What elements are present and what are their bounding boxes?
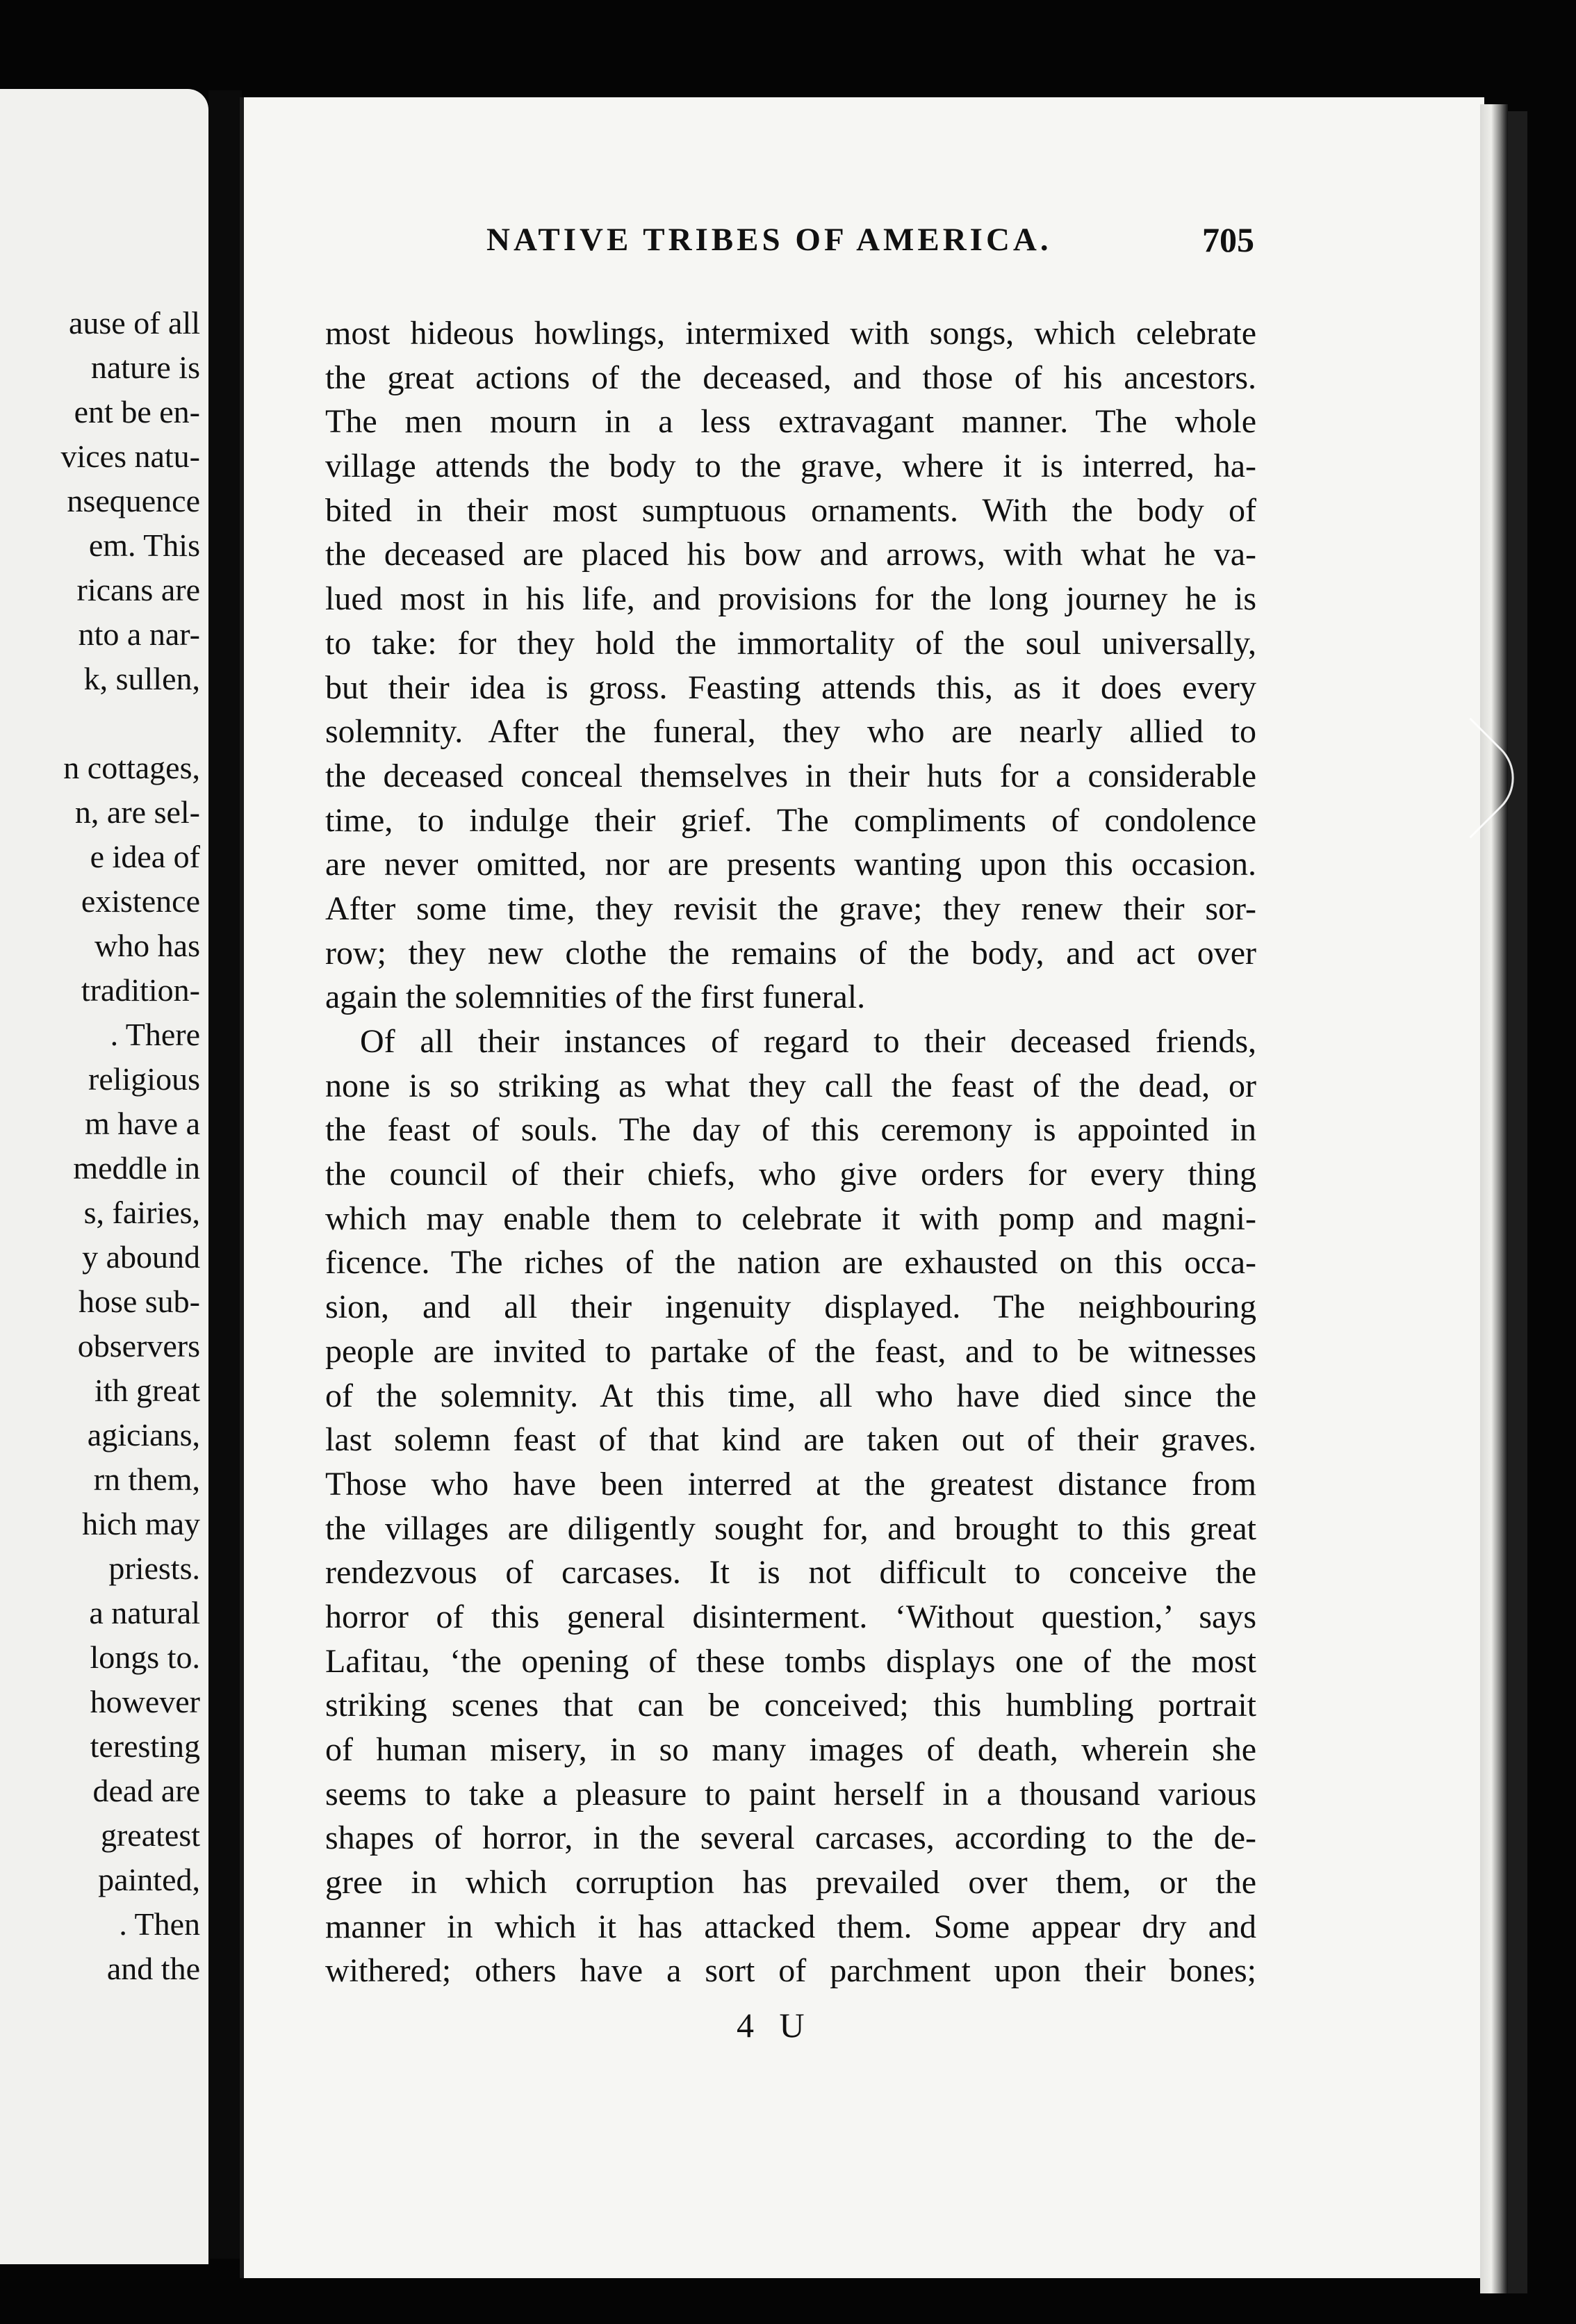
left-page-line: observers bbox=[77, 1328, 200, 1364]
text-line: of human misery, in so many images of death, wherein she bbox=[325, 1731, 1256, 1768]
left-page-line: religious bbox=[88, 1061, 200, 1097]
text-line: striking scenes that can be conceived; this humbling portrait bbox=[325, 1687, 1256, 1724]
left-facing-page bbox=[0, 89, 208, 2264]
left-page-line: n cottages, bbox=[63, 750, 200, 785]
running-head: NATIVE TRIBES OF AMERICA. bbox=[486, 222, 1052, 258]
text-line: the villages are diligently sought for, and brought to this great bbox=[325, 1509, 1256, 1547]
text-line: The men mourn in a less extravagant manner. The whole bbox=[325, 403, 1256, 441]
text-line: again the solemnities of the first funeral. bbox=[325, 979, 866, 1016]
text-line: gree in which corruption has prevailed over them, or the bbox=[325, 1864, 1256, 1901]
text-line: of the solemnity. At this time, all who have died since the bbox=[325, 1377, 1256, 1414]
left-page-line: and the bbox=[106, 1951, 200, 1986]
left-page-line: priests. bbox=[108, 1550, 200, 1586]
page-number: 705 bbox=[1202, 220, 1254, 259]
left-page-line: s, fairies, bbox=[83, 1195, 200, 1230]
text-line: people are invited to partake of the feast, and to be witnesses bbox=[325, 1332, 1256, 1370]
text-line: the great actions of the deceased, and those of his ancestors. bbox=[325, 359, 1256, 396]
text-line: Those who have been interred at the greatest distance from bbox=[325, 1465, 1256, 1503]
left-page-line: however bbox=[90, 1684, 200, 1719]
book-gutter bbox=[208, 90, 242, 2259]
text-line: the feast of souls. The day of this ceremony is appointed in bbox=[325, 1111, 1256, 1149]
left-page-line: y abound bbox=[82, 1239, 200, 1275]
left-page-line: nature is bbox=[90, 350, 200, 385]
left-page-line: em. This bbox=[88, 527, 200, 563]
left-page-line: ricans are bbox=[76, 572, 200, 607]
left-page-line: dead are bbox=[92, 1773, 200, 1808]
text-line: Of all their instances of regard to their deceased friends, bbox=[360, 1023, 1256, 1060]
left-page-line: e idea of bbox=[90, 839, 200, 874]
left-page-line: tradition- bbox=[81, 972, 200, 1008]
text-line: the deceased are placed his bow and arrows, with what he va- bbox=[325, 536, 1256, 573]
text-line: ficence. The riches of the nation are exhausted on this occa- bbox=[325, 1244, 1256, 1282]
text-line: time, to indulge their grief. The compliments of condolence bbox=[325, 801, 1256, 839]
left-page-line: teresting bbox=[90, 1728, 200, 1764]
text-line: After some time, they revisit the grave; they renew their sor- bbox=[325, 890, 1256, 927]
text-line: horror of this general disinterment. ‘Without question,’ says bbox=[325, 1598, 1256, 1635]
text-line: most hideous howlings, intermixed with songs, which celebrate bbox=[325, 315, 1256, 352]
text-line: the deceased conceal themselves in their huts for a considerable bbox=[325, 757, 1256, 794]
text-line: village attends the body to the grave, where it is interred, ha- bbox=[325, 448, 1256, 485]
text-line: sion, and all their ingenuity displayed. The neighbouring bbox=[325, 1288, 1256, 1326]
text-line: the council of their chiefs, who give orders for every thing bbox=[325, 1156, 1256, 1193]
left-page-line: . Then bbox=[119, 1906, 200, 1942]
left-page-line: nsequence bbox=[67, 483, 200, 518]
left-page-line: hose sub- bbox=[78, 1284, 200, 1319]
text-line: solemnity. After the funeral, they who are nearly allied to bbox=[325, 713, 1256, 751]
left-page-line: ause of all bbox=[68, 305, 200, 341]
left-page-line: n, are sel- bbox=[74, 794, 200, 830]
left-page-line: ent be en- bbox=[74, 394, 200, 429]
book-cover-edge bbox=[1508, 111, 1527, 2293]
left-page-line: m have a bbox=[84, 1106, 200, 1141]
body-text bbox=[325, 311, 1256, 1993]
left-page-line: meddle in bbox=[73, 1150, 200, 1186]
left-page-line: agicians, bbox=[87, 1417, 200, 1452]
left-page-line: hich may bbox=[82, 1506, 200, 1541]
left-page-line: . There bbox=[110, 1017, 200, 1052]
text-line: rendezvous of carcases. It is not difficult to conceive the bbox=[325, 1554, 1256, 1591]
page-edge bbox=[1480, 104, 1508, 2293]
left-page-line: a natural bbox=[89, 1595, 200, 1630]
text-line: manner in which it has attacked them. Some appear dry and bbox=[325, 1908, 1256, 1945]
text-line: shapes of horror, in the several carcases, according to the de- bbox=[325, 1819, 1256, 1857]
left-page-line: greatest bbox=[100, 1817, 200, 1853]
text-line: bited in their most sumptuous ornaments. With the body of bbox=[325, 491, 1256, 529]
text-line: which may enable them to celebrate it with pomp and magni- bbox=[325, 1200, 1256, 1237]
text-line: row; they new clothe the remains of the body, and act over bbox=[325, 934, 1256, 972]
text-line: lued most in his life, and provisions for the long journey he is bbox=[325, 580, 1256, 618]
text-line: withered; others have a sort of parchment upon their bones; bbox=[325, 1952, 1256, 1990]
left-page-line: rn them, bbox=[93, 1462, 200, 1497]
left-page-text bbox=[60, 301, 200, 1991]
left-page-line: painted, bbox=[98, 1862, 200, 1897]
left-page-line: longs to. bbox=[90, 1639, 200, 1675]
left-page-line bbox=[60, 701, 200, 746]
left-page-line: ith great bbox=[95, 1373, 200, 1408]
text-line: last solemn feast of that kind are taken out of their graves. bbox=[325, 1421, 1256, 1459]
text-line: seems to take a pleasure to paint herself in a thousand various bbox=[325, 1775, 1256, 1812]
text-line: Lafitau, ‘the opening of these tombs displays one of the most bbox=[325, 1642, 1256, 1680]
left-page-line: existence bbox=[81, 883, 200, 919]
text-line: to take: for they hold the immortality of the soul universally, bbox=[325, 624, 1256, 662]
signature-mark: 4 U bbox=[737, 2006, 813, 2045]
text-line: but their idea is gross. Feasting attends this, as it does every bbox=[325, 669, 1256, 706]
left-page-line: vices natu- bbox=[60, 439, 200, 474]
text-line: are never omitted, nor are presents wanting upon this occasion. bbox=[325, 846, 1256, 883]
text-line: none is so striking as what they call the feast of the dead, or bbox=[325, 1067, 1256, 1104]
left-page-line: k, sullen, bbox=[83, 661, 200, 696]
left-page-line: who has bbox=[94, 928, 200, 963]
left-page-line: nto a nar- bbox=[78, 616, 200, 652]
